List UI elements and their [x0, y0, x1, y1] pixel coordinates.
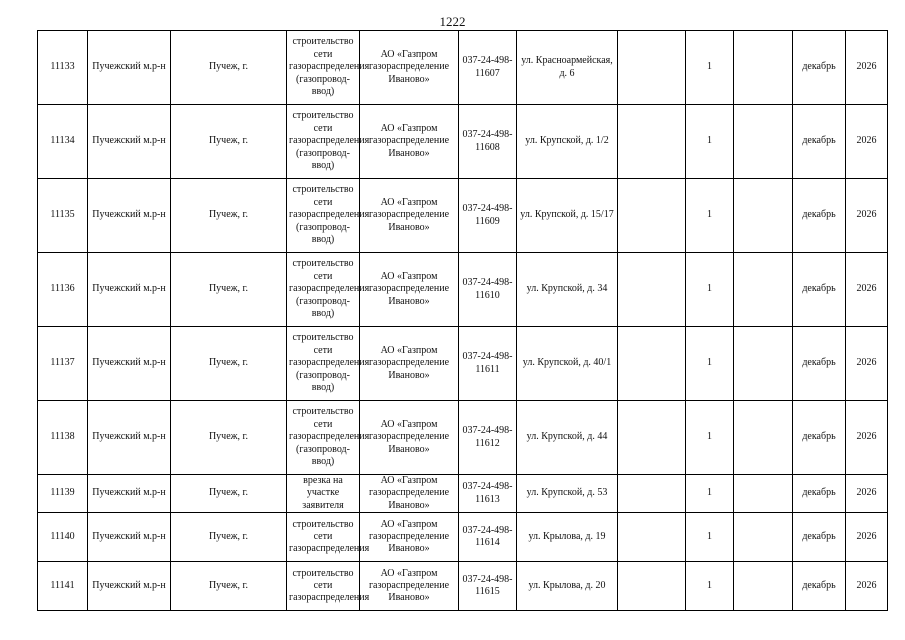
- address-cell: ул. Красноармейская, д. 6: [517, 31, 618, 105]
- empty-cell: [618, 327, 686, 401]
- address-cell: ул. Крупской, д. 40/1: [517, 327, 618, 401]
- empty-cell: [618, 31, 686, 105]
- code-cell: 037-24-498-11614: [459, 513, 517, 562]
- id-cell: 11135: [38, 179, 88, 253]
- address-cell: ул. Крупской, д. 44: [517, 401, 618, 475]
- qty-cell: 1: [686, 253, 734, 327]
- id-cell: 11136: [38, 253, 88, 327]
- qty-cell: 1: [686, 562, 734, 611]
- city-cell: Пучеж, г.: [171, 327, 287, 401]
- qty-cell: 1: [686, 179, 734, 253]
- empty-cell: [618, 253, 686, 327]
- table-row: [38, 105, 888, 179]
- id-cell: 11137: [38, 327, 88, 401]
- city-cell: Пучеж, г.: [171, 253, 287, 327]
- empty-cell: [618, 401, 686, 475]
- table-row: [38, 513, 888, 562]
- code-cell: 037-24-498-11615: [459, 562, 517, 611]
- code-cell: 037-24-498-11611: [459, 327, 517, 401]
- empty-cell: [618, 475, 686, 513]
- year-cell: 2026: [846, 475, 888, 513]
- table-row: [38, 253, 888, 327]
- month-cell: декабрь: [793, 327, 846, 401]
- month-cell: декабрь: [793, 253, 846, 327]
- org-cell: АО «Газпром газораспределение Иваново»: [360, 253, 459, 327]
- id-cell: 11138: [38, 401, 88, 475]
- address-cell: ул. Крупской, д. 34: [517, 253, 618, 327]
- empty-cell: [734, 475, 793, 513]
- month-cell: декабрь: [793, 513, 846, 562]
- work-type-cell: строительство сети газораспределения: [287, 562, 360, 611]
- qty-cell: 1: [686, 475, 734, 513]
- city-cell: Пучеж, г.: [171, 562, 287, 611]
- city-cell: Пучеж, г.: [171, 475, 287, 513]
- empty-cell: [618, 513, 686, 562]
- address-cell: ул. Крупской, д. 53: [517, 475, 618, 513]
- id-cell: 11133: [38, 31, 88, 105]
- empty-cell: [734, 105, 793, 179]
- empty-cell: [734, 327, 793, 401]
- org-cell: АО «Газпром газораспределение Иваново»: [360, 401, 459, 475]
- address-cell: ул. Крылова, д. 20: [517, 562, 618, 611]
- empty-cell: [734, 179, 793, 253]
- org-cell: АО «Газпром газораспределение Иваново»: [360, 562, 459, 611]
- data-table: [37, 30, 888, 611]
- qty-cell: 1: [686, 401, 734, 475]
- year-cell: 2026: [846, 513, 888, 562]
- city-cell: Пучеж, г.: [171, 105, 287, 179]
- table-row: [38, 179, 888, 253]
- org-cell: АО «Газпром газораспределение Иваново»: [360, 31, 459, 105]
- work-type-cell: врезка на участке заявителя: [287, 475, 360, 513]
- table-row: [38, 562, 888, 611]
- empty-cell: [618, 105, 686, 179]
- month-cell: декабрь: [793, 401, 846, 475]
- work-type-cell: строительство сети газораспределения (газопровод-ввод): [287, 401, 360, 475]
- address-cell: ул. Крылова, д. 19: [517, 513, 618, 562]
- month-cell: декабрь: [793, 562, 846, 611]
- district-cell: Пучежский м.р-н: [88, 562, 171, 611]
- year-cell: 2026: [846, 562, 888, 611]
- code-cell: 037-24-498-11610: [459, 253, 517, 327]
- page-number: 1222: [439, 14, 466, 29]
- id-cell: 11140: [38, 513, 88, 562]
- year-cell: 2026: [846, 105, 888, 179]
- month-cell: декабрь: [793, 475, 846, 513]
- org-cell: АО «Газпром газораспределение Иваново»: [360, 475, 459, 513]
- district-cell: Пучежский м.р-н: [88, 475, 171, 513]
- district-cell: Пучежский м.р-н: [88, 253, 171, 327]
- empty-cell: [734, 31, 793, 105]
- qty-cell: 1: [686, 327, 734, 401]
- work-type-cell: строительство сети газораспределения (газопровод-ввод): [287, 327, 360, 401]
- work-type-cell: строительство сети газораспределения (газопровод-ввод): [287, 179, 360, 253]
- qty-cell: 1: [686, 105, 734, 179]
- work-type-cell: строительство сети газораспределения (газопровод-ввод): [287, 253, 360, 327]
- table-row: [38, 401, 888, 475]
- district-cell: Пучежский м.р-н: [88, 513, 171, 562]
- org-cell: АО «Газпром газораспределение Иваново»: [360, 327, 459, 401]
- id-cell: 11139: [38, 475, 88, 513]
- district-cell: Пучежский м.р-н: [88, 401, 171, 475]
- id-cell: 11141: [38, 562, 88, 611]
- city-cell: Пучеж, г.: [171, 179, 287, 253]
- empty-cell: [734, 401, 793, 475]
- qty-cell: 1: [686, 513, 734, 562]
- qty-cell: 1: [686, 31, 734, 105]
- code-cell: 037-24-498-11609: [459, 179, 517, 253]
- table-row: [38, 327, 888, 401]
- year-cell: 2026: [846, 327, 888, 401]
- month-cell: декабрь: [793, 179, 846, 253]
- district-cell: Пучежский м.р-н: [88, 327, 171, 401]
- id-cell: 11134: [38, 105, 88, 179]
- empty-cell: [734, 562, 793, 611]
- district-cell: Пучежский м.р-н: [88, 105, 171, 179]
- year-cell: 2026: [846, 401, 888, 475]
- district-cell: Пучежский м.р-н: [88, 31, 171, 105]
- city-cell: Пучеж, г.: [171, 401, 287, 475]
- org-cell: АО «Газпром газораспределение Иваново»: [360, 179, 459, 253]
- org-cell: АО «Газпром газораспределение Иваново»: [360, 105, 459, 179]
- code-cell: 037-24-498-11607: [459, 31, 517, 105]
- city-cell: Пучеж, г.: [171, 31, 287, 105]
- empty-cell: [618, 562, 686, 611]
- address-cell: ул. Крупской, д. 1/2: [517, 105, 618, 179]
- org-cell: АО «Газпром газораспределение Иваново»: [360, 513, 459, 562]
- city-cell: Пучеж, г.: [171, 513, 287, 562]
- work-type-cell: строительство сети газораспределения (газопровод-ввод): [287, 105, 360, 179]
- empty-cell: [734, 513, 793, 562]
- empty-cell: [734, 253, 793, 327]
- year-cell: 2026: [846, 179, 888, 253]
- address-cell: ул. Крупской, д. 15/17: [517, 179, 618, 253]
- district-cell: Пучежский м.р-н: [88, 179, 171, 253]
- work-type-cell: строительство сети газораспределения: [287, 513, 360, 562]
- year-cell: 2026: [846, 253, 888, 327]
- year-cell: 2026: [846, 31, 888, 105]
- month-cell: декабрь: [793, 31, 846, 105]
- code-cell: 037-24-498-11613: [459, 475, 517, 513]
- work-type-cell: строительство сети газораспределения (газопровод-ввод): [287, 31, 360, 105]
- code-cell: 037-24-498-11612: [459, 401, 517, 475]
- empty-cell: [618, 179, 686, 253]
- code-cell: 037-24-498-11608: [459, 105, 517, 179]
- table-row: [38, 31, 888, 105]
- month-cell: декабрь: [793, 105, 846, 179]
- table-row: [38, 475, 888, 513]
